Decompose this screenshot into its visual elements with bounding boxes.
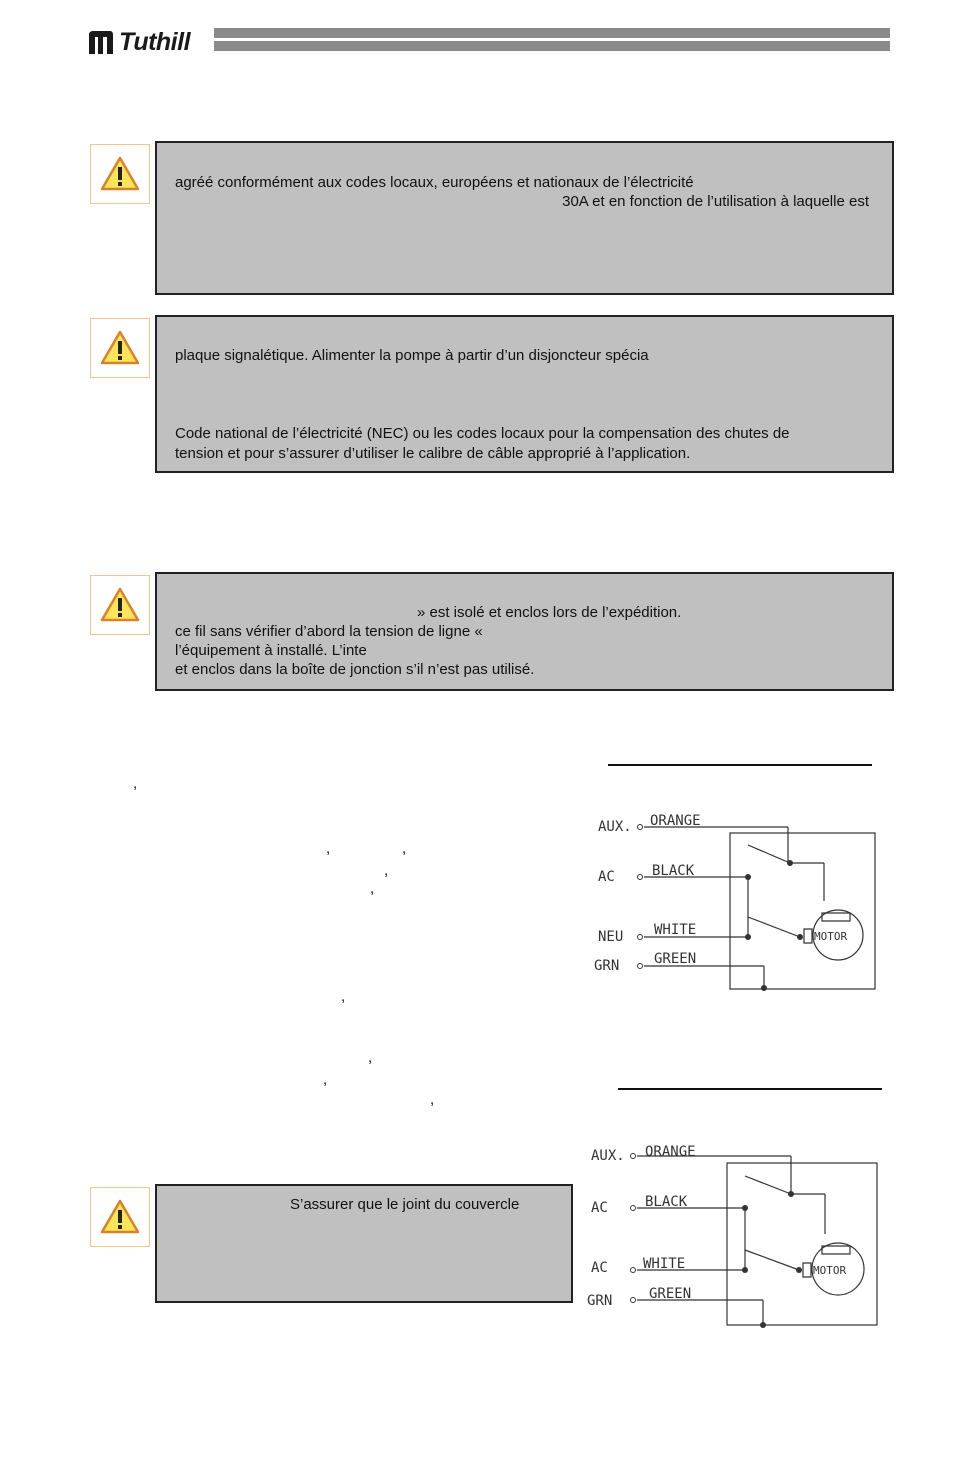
wiring-diagram-1 xyxy=(590,805,890,1000)
warning-box-1 xyxy=(155,141,894,295)
terminal-label: AUX. xyxy=(591,1148,625,1164)
warning-text-line: ce fil sans vérifier d’abord la tension de ligne « xyxy=(175,623,483,640)
header-rule-bottom xyxy=(214,41,890,51)
motor-label: MOTOR xyxy=(814,930,848,943)
warning-text-line: tension et pour s’assurer d’utiliser le calibre de câble approprié à l’application. xyxy=(175,445,691,462)
terminal-label: GRN xyxy=(587,1293,613,1309)
brand-name: Tuthill xyxy=(119,27,191,56)
terminal-label: GRN xyxy=(594,958,620,974)
terminal-label: AC xyxy=(591,1200,608,1216)
terminal-label: AUX. xyxy=(598,819,632,835)
stray-comma: , xyxy=(133,775,138,792)
warning-text-line: plaque signalétique. Alimenter la pompe à partir d’un disjoncteur spécia xyxy=(175,347,649,364)
terminal-label: NEU xyxy=(598,929,624,945)
wire-label: BLACK xyxy=(652,863,695,879)
warning-box-4 xyxy=(155,1184,573,1303)
warning-text-line: 30A et en fonction de l’utilisation à laquelle est xyxy=(562,193,869,210)
warning-text-line: Code national de l’électricité (NEC) ou les codes locaux pour la compensation des chutes de xyxy=(175,425,790,442)
diagram-title-rule xyxy=(618,1088,882,1090)
diagram-title-rule xyxy=(608,764,872,766)
wire-label: ORANGE xyxy=(650,813,701,829)
wire-label: ORANGE xyxy=(645,1144,696,1160)
stray-comma: , xyxy=(430,1091,435,1108)
brand-logo xyxy=(86,26,190,58)
warning-text-line: S’assurer que le joint du couvercle xyxy=(290,1196,520,1213)
warning-icon xyxy=(90,144,150,204)
warning-icon xyxy=(90,1187,150,1247)
stray-comma: , xyxy=(326,840,331,857)
stray-comma: , xyxy=(341,988,346,1005)
wire-label: BLACK xyxy=(645,1194,688,1210)
wire-label: GREEN xyxy=(649,1286,692,1302)
warning-text-line: et enclos dans la boîte de jonction s’il n’est pas utilisé. xyxy=(175,661,535,678)
warning-text-line: agréé conformément aux codes locaux, européens et nationaux de l’électricité xyxy=(175,174,694,191)
warning-box-2 xyxy=(155,315,894,473)
wiring-diagram-2 xyxy=(585,1138,885,1333)
stray-comma: , xyxy=(323,1071,328,1088)
wire-label: WHITE xyxy=(654,922,697,938)
stray-comma: , xyxy=(402,840,407,857)
stray-comma: , xyxy=(384,862,389,879)
stray-comma: , xyxy=(370,880,375,897)
terminal-label: AC xyxy=(598,869,615,885)
stray-comma: , xyxy=(368,1049,373,1066)
motor-label: MOTOR xyxy=(813,1264,847,1277)
warning-icon xyxy=(90,575,150,635)
tuthill-logo-icon xyxy=(86,27,116,57)
warning-text-line: l’équipement à installé. L’inte xyxy=(175,642,367,659)
terminal-label: AC xyxy=(591,1260,608,1276)
warning-box-3 xyxy=(155,572,894,691)
warning-icon xyxy=(90,318,150,378)
wire-label: GREEN xyxy=(654,951,697,967)
wire-label: WHITE xyxy=(643,1256,686,1272)
header-rule-top xyxy=(214,28,890,38)
warning-text-line: » est isolé et enclos lors de l’expédition. xyxy=(417,604,682,621)
